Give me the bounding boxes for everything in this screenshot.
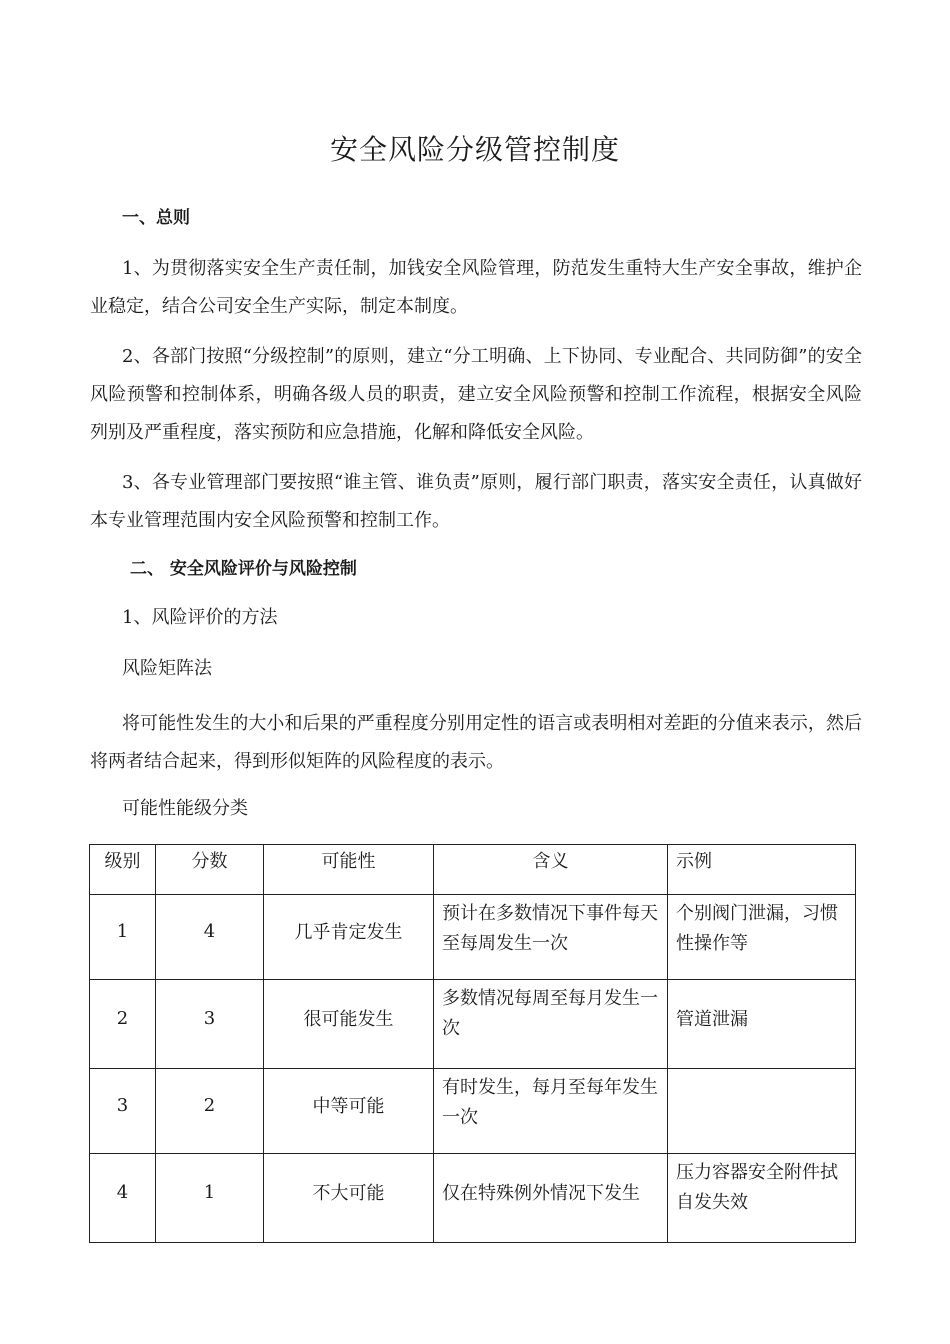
header-level: 级别 <box>90 845 156 895</box>
cell-level: 3 <box>90 1069 156 1154</box>
paragraph-matrix: 将可能性发生的大小和后果的严重程度分别用定性的语言或表明相对差距的分值来表示，然后将两者结合起来，得到形似矩阵的风险程度的表示。 <box>90 713 862 772</box>
table-header-row <box>90 845 856 895</box>
cell-likelihood: 中等可能 <box>264 1069 434 1154</box>
cell-level: 2 <box>90 980 156 1069</box>
cell-meaning: 有时发生，每月至每年发生一次 <box>434 1069 668 1154</box>
cell-likelihood: 不大可能 <box>264 1154 434 1243</box>
cell-example: 压力容器安全附件拭自发失效 <box>668 1154 856 1243</box>
cell-meaning: 预计在多数情况下事件每天至每周发生一次 <box>434 895 668 980</box>
table-row <box>90 1069 856 1154</box>
document-title: 安全风险分级管控制度 <box>329 133 620 166</box>
cell-example: 管道泄漏 <box>668 980 856 1069</box>
header-score: 分数 <box>156 845 264 895</box>
cell-level: 1 <box>90 895 156 980</box>
paragraph-2: 2、各部门按照“分级控制”的原则，建立“分工明确、上下协同、专业配合、共同防御”的安全风险预警和控制体系，明确各级人员的职责，建立安全风险预警和控制工作流程，根据安全风险列别及严重程度，落实预防和应急措施，化解和降低安全风险。 <box>90 346 862 443</box>
table-row <box>90 980 856 1069</box>
cell-meaning: 多数情况每周至每月发生一次 <box>434 980 668 1069</box>
cell-score: 2 <box>156 1069 264 1154</box>
cell-score: 1 <box>156 1154 264 1243</box>
header-example: 示例 <box>668 845 856 895</box>
cell-score: 3 <box>156 980 264 1069</box>
section-heading-risk-evaluation: 二、 安全风险评价与风险控制 <box>130 559 357 579</box>
cell-example <box>668 1069 856 1154</box>
section-heading-general: 一、总则 <box>122 208 190 228</box>
cell-likelihood: 很可能发生 <box>264 980 434 1069</box>
paragraph-1: 1、为贯彻落实安全生产责任制，加钱安全风险管理，防范发生重特大生产安全事故，维护企业稳定，结合公司安全生产实际，制定本制度。 <box>90 258 862 317</box>
method-name: 风险矩阵法 <box>122 658 212 679</box>
cell-score: 4 <box>156 895 264 980</box>
sub-heading-method: 1、风险评价的方法 <box>122 607 278 628</box>
cell-example: 个别阀门泄漏，习惯性操作等 <box>668 895 856 980</box>
table-row <box>90 1154 856 1243</box>
header-likelihood: 可能性 <box>264 845 434 895</box>
table-caption: 可能性能级分类 <box>122 798 248 819</box>
header-meaning: 含义 <box>434 845 668 895</box>
paragraph-3: 3、各专业管理部门要按照“谁主管、谁负责”原则，履行部门职责，落实安全责任，认真做好本专业管理范围内安全风险预警和控制工作。 <box>90 472 862 531</box>
table-row <box>90 895 856 980</box>
cell-likelihood: 几乎肯定发生 <box>264 895 434 980</box>
likelihood-table <box>89 844 856 1243</box>
cell-level: 4 <box>90 1154 156 1243</box>
cell-meaning: 仅在特殊例外情况下发生 <box>434 1154 668 1243</box>
